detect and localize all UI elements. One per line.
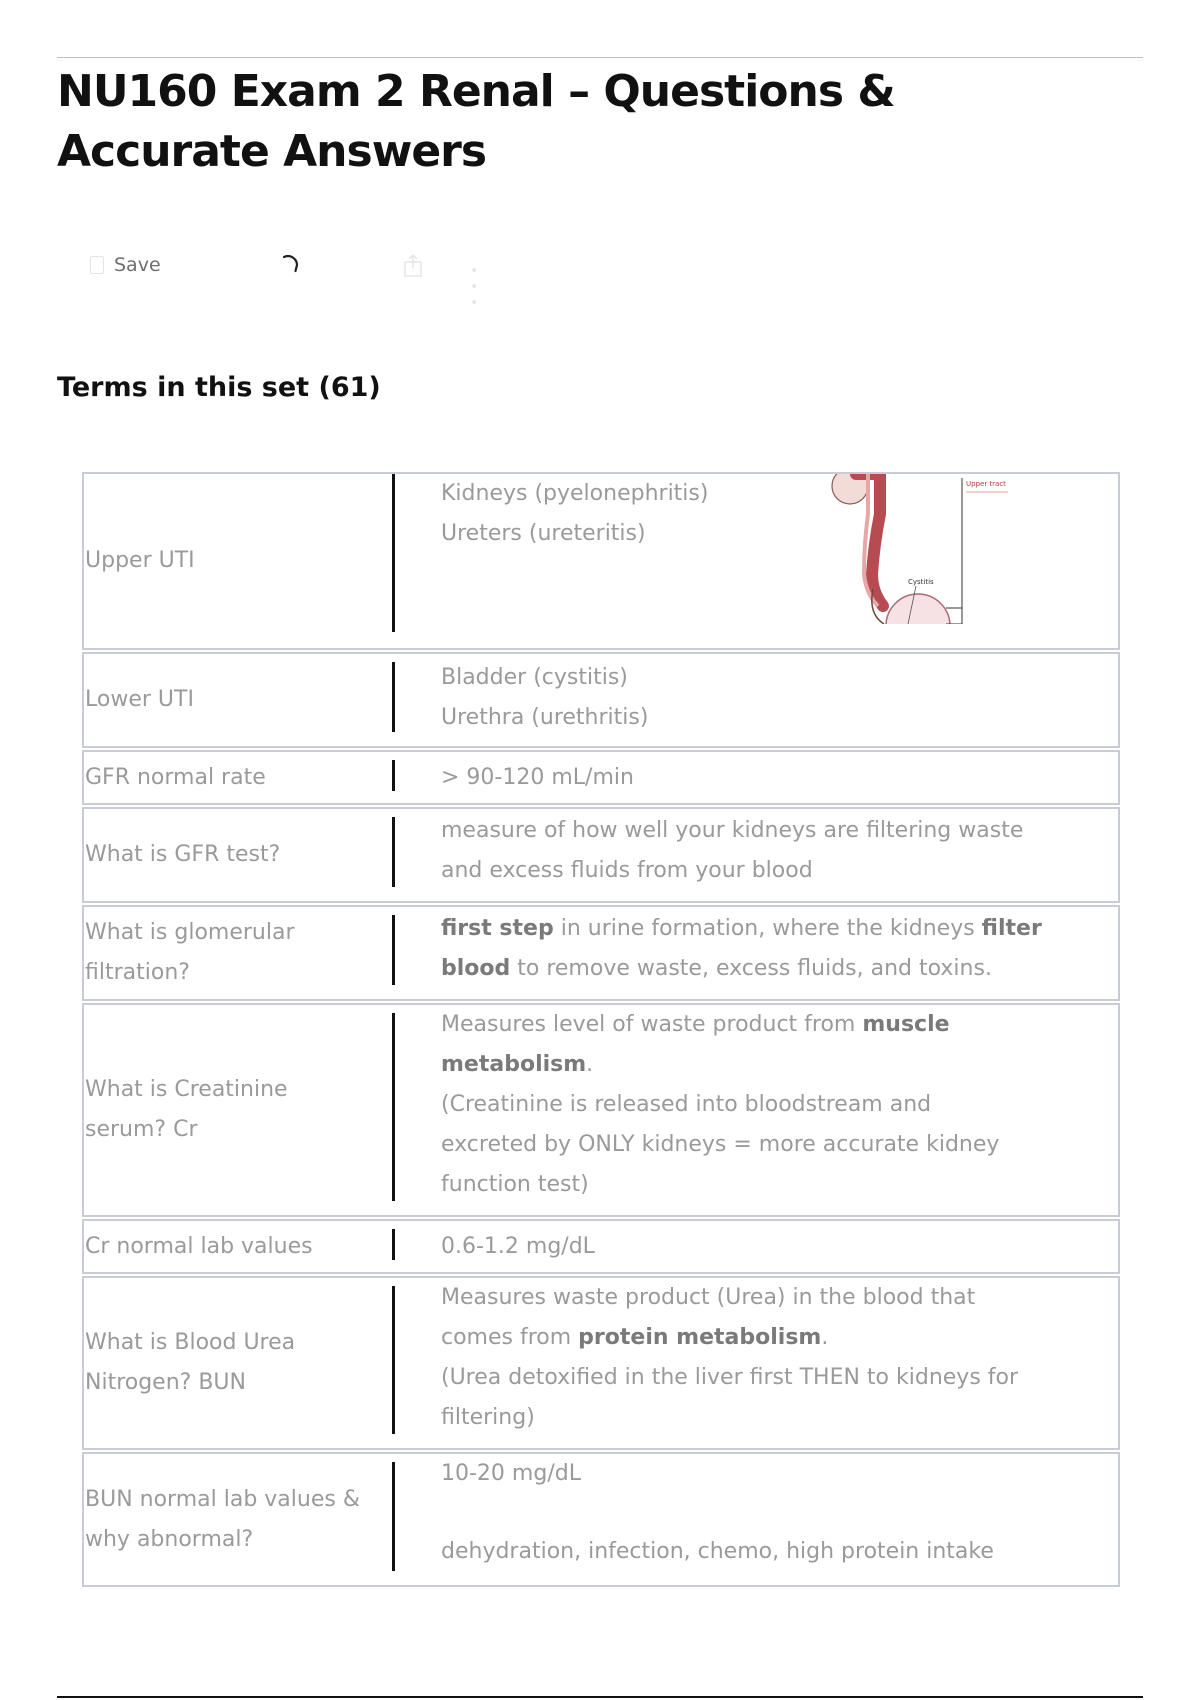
figure-label-upper-tract: Upper tract	[966, 480, 1006, 488]
bookmark-icon	[90, 256, 104, 274]
term-text: What is Creatinine serum? Cr	[85, 1077, 288, 1142]
term-row	[82, 472, 1120, 650]
definition-line: Bladder (cystitis)	[441, 665, 628, 690]
definition	[395, 474, 1118, 648]
term-row	[82, 1219, 1120, 1274]
term-text: BUN normal lab values & why abnormal?	[85, 1486, 360, 1552]
definition-line	[441, 909, 1118, 949]
terms-heading: Terms in this set (61)	[57, 372, 381, 403]
definition	[395, 1278, 1118, 1448]
figure-label-cystitis: Cystitis	[908, 578, 934, 586]
definition	[395, 654, 1118, 746]
definition-line: Measures waste product (Urea) in the blood that	[441, 1285, 976, 1310]
definition-text: Measures level of waste product from	[441, 1012, 863, 1037]
term-text: What is glomerular filtration?	[85, 920, 295, 985]
term-text: Lower UTI	[85, 687, 194, 712]
bold-term: protein metabolism	[578, 1325, 822, 1350]
term-row	[82, 1452, 1120, 1587]
definition-line	[441, 1318, 1118, 1358]
term-text: What is GFR test?	[85, 842, 281, 867]
term-row	[82, 905, 1120, 1001]
definition-line: Kidneys (pyelonephritis)	[441, 481, 709, 506]
definition-line: filtering)	[441, 1405, 535, 1430]
definition-line: > 90-120 mL/min	[441, 764, 634, 790]
term-row	[82, 807, 1120, 903]
bold-term: filter	[981, 916, 1042, 941]
top-divider	[57, 57, 1143, 58]
definition-text: .	[821, 1325, 829, 1350]
save-label: Save	[114, 254, 161, 276]
toolbar	[90, 250, 481, 311]
term-row	[82, 652, 1120, 748]
definition-text: .	[586, 1052, 594, 1077]
term-text: Cr normal lab values	[85, 1233, 313, 1259]
definition-line: (Urea detoxified in the liver first THEN to kidneys for	[441, 1365, 1019, 1390]
terms-table	[82, 472, 1120, 1589]
bold-term: blood	[441, 956, 511, 981]
page-title: NU160 Exam 2 Renal – Questions & Accurate Answers	[57, 66, 895, 177]
definition-line	[441, 1045, 1118, 1085]
bold-term: muscle	[862, 1012, 950, 1037]
definition-line	[441, 1005, 1118, 1045]
loading-spinner-icon	[278, 252, 302, 276]
definition-line: dehydration, infection, chemo, high protein intake	[441, 1539, 994, 1564]
share-icon[interactable]	[400, 252, 426, 278]
urinary-tract-image	[828, 474, 1018, 624]
definition	[395, 1005, 1118, 1215]
bold-term: metabolism	[441, 1052, 587, 1077]
bold-term: first step	[441, 916, 554, 941]
save-button[interactable]	[90, 254, 161, 276]
definition-line: 10-20 mg/dL	[441, 1461, 581, 1486]
definition-line: (Creatinine is released into bloodstream and	[441, 1092, 932, 1117]
definition-line	[441, 949, 1118, 989]
definition-line: Urethra (urethritis)	[441, 705, 649, 730]
definition	[395, 809, 1118, 901]
term-row	[82, 750, 1120, 805]
definition	[395, 1454, 1118, 1585]
term-row	[82, 1276, 1120, 1450]
term-row	[82, 1003, 1120, 1217]
definition-line: function test)	[441, 1172, 589, 1197]
definition-line: Ureters (ureteritis)	[441, 521, 646, 546]
definition-text: to remove waste, excess fluids, and toxins.	[510, 956, 992, 981]
term-text: What is Blood Urea Nitrogen? BUN	[85, 1330, 296, 1395]
definition	[395, 752, 1118, 803]
term-text: Upper UTI	[85, 548, 195, 573]
definition-line: 0.6-1.2 mg/dL	[441, 1233, 595, 1259]
definition-line: and excess fluids from your blood	[441, 858, 813, 883]
definition-text: in urine formation, where the kidneys	[553, 916, 982, 941]
more-options-icon[interactable]: • • •	[470, 263, 481, 311]
definition-text: comes from	[441, 1325, 579, 1350]
bottom-divider	[57, 1696, 1143, 1698]
definition-line: measure of how well your kidneys are filtering waste	[441, 818, 1024, 843]
definition	[395, 907, 1118, 999]
definition	[395, 1221, 1118, 1272]
definition-line: excreted by ONLY kidneys = more accurate kidney	[441, 1132, 1000, 1157]
term-text: GFR normal rate	[85, 764, 266, 790]
